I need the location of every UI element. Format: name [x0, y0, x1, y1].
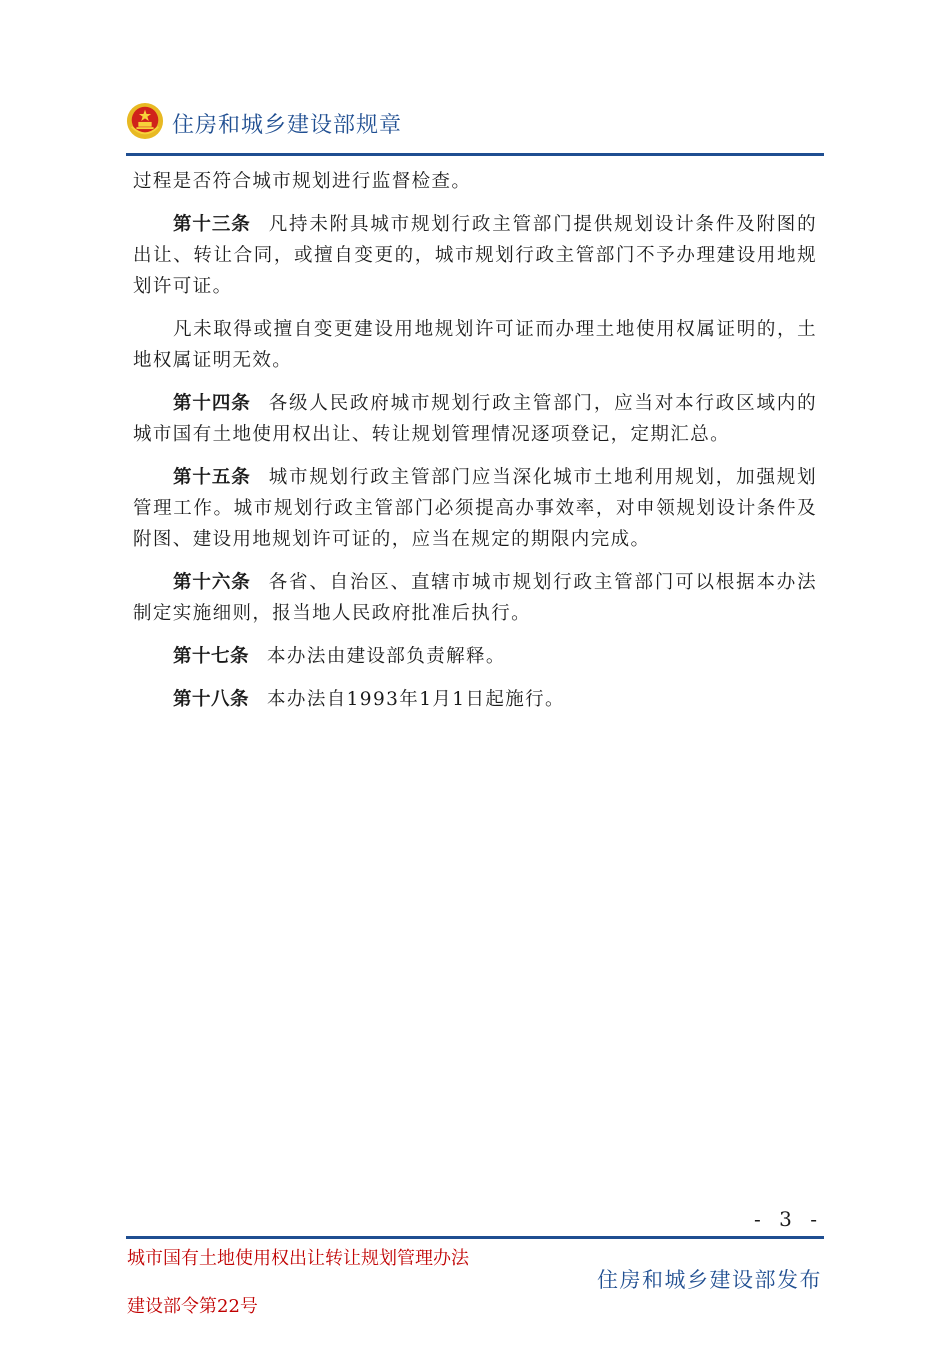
- article-13: [133, 209, 817, 302]
- footer-document-title: 城市国有土地使用权出让转让规划管理办法: [127, 1248, 469, 1269]
- article-text: 各级人民政府城市规划行政主管部门，应当对本行政区域内的城市国有土地使用权出让、转让规划管理情况逐项登记，定期汇总。: [133, 393, 817, 445]
- article-text: 城市规划行政主管部门应当深化城市土地利用规划，加强规划管理工作。城市规划行政主管部门必须提高办事效率，对申领规划设计条件及附图、建设用地规划许可证的，应当在规定的期限内完成。: [133, 467, 817, 550]
- article-text: 本办法自1993年1月1日起施行。: [267, 689, 565, 710]
- article-14: [133, 388, 817, 450]
- footer-order-number: 建设部令第22号: [127, 1296, 258, 1317]
- article-label: 第十八条: [173, 689, 250, 710]
- article-label: 第十三条: [173, 214, 251, 235]
- header-divider: [126, 153, 824, 156]
- article-18: [133, 684, 817, 715]
- article-text: 凡持未附具城市规划行政主管部门提供规划设计条件及附图的出让、转让合同，或擅自变更的，城市规划行政主管部门不予办理建设用地规划许可证。: [133, 214, 817, 297]
- article-15: [133, 462, 817, 555]
- paragraph-continuation: 过程是否符合城市规划进行监督检查。: [133, 171, 472, 192]
- footer-publisher: 住房和城乡建设部发布: [597, 1268, 822, 1292]
- article-text: 各省、自治区、直辖市城市规划行政主管部门可以根据本办法制定实施细则，报当地人民政府批准后执行。: [133, 572, 817, 624]
- article-16: [133, 567, 817, 629]
- page-header: [126, 98, 824, 158]
- page-number: - 3 -: [754, 1207, 823, 1231]
- article-text: 本办法由建设部负责解释。: [267, 646, 506, 667]
- article-label: 第十六条: [173, 572, 251, 593]
- article-13-paragraph-2: 凡未取得或擅自变更建设用地规划许可证而办理土地使用权属证明的，土地权属证明无效。: [133, 319, 817, 371]
- footer-divider: [126, 1236, 824, 1239]
- national-emblem-icon: [126, 102, 164, 140]
- article-label: 第十四条: [173, 393, 251, 414]
- article-17: [133, 641, 817, 672]
- document-body: [133, 166, 817, 727]
- article-label: 第十五条: [173, 467, 251, 488]
- article-label: 第十七条: [173, 646, 250, 667]
- header-title: 住房和城乡建设部规章: [172, 113, 403, 138]
